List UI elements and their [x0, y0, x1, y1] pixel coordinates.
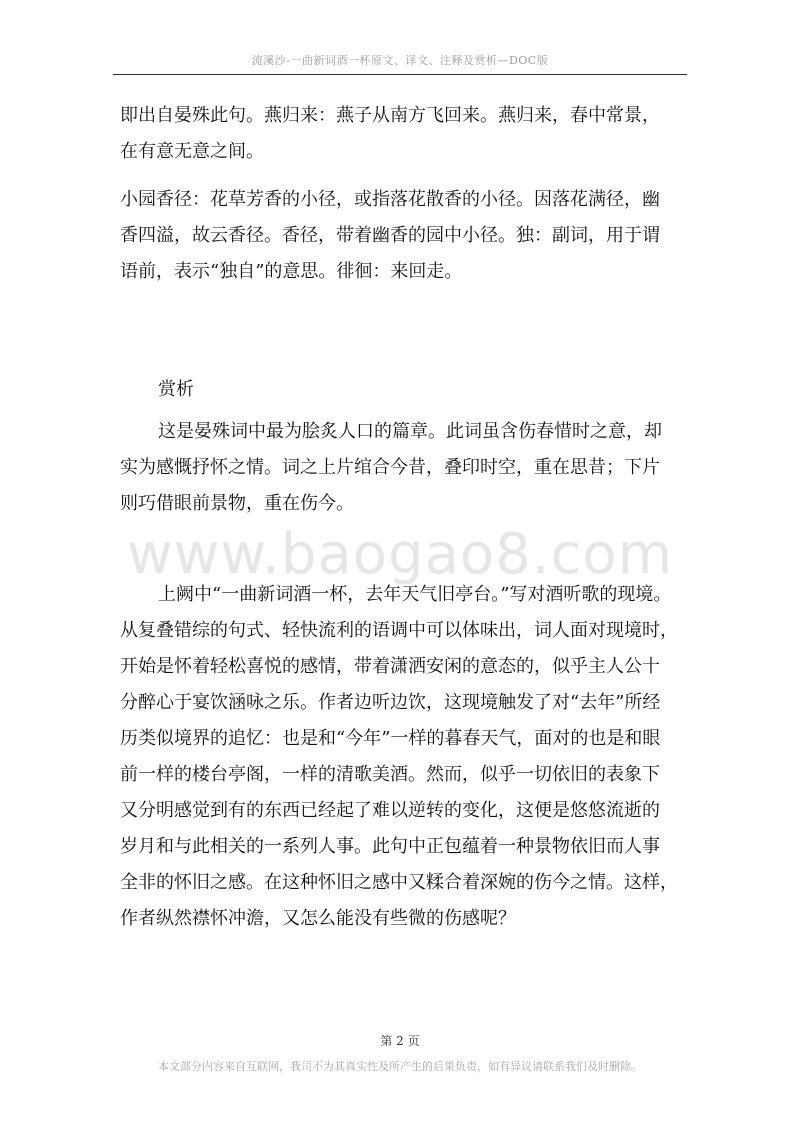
text-line: 作者纵然襟怀冲澹，又怎么能没有些微的伤感呢？ [120, 908, 516, 929]
text-line: 分醉心于宴饮涵咏之乐。作者边听边饮，这现境触发了对“去年”所经 [120, 692, 661, 713]
text-line: 即出自晏殊此句。燕归来：燕子从南方飞回来。燕归来，春中常景， [120, 105, 660, 126]
text-line: 从复叠错综的句式、轻快流利的语调中可以体味出，词人面对现境时， [120, 620, 678, 641]
text-line: 开始是怀着轻松喜悦的感情，带着潇洒安闲的意态的，似乎主人公十 [120, 656, 660, 677]
annotation-block-1 [120, 98, 686, 170]
page-header: 流溪沙-一曲新词酒一杯原文、译文、注释及赏析—DOC版 [251, 54, 549, 67]
text-line: 全非的怀旧之感。在这种怀旧之感中又糅合着深婉的伤今之情。这样， [120, 872, 678, 893]
text-line: 则巧借眼前景物，重在伤今。 [120, 493, 354, 514]
text-line: 这是晏殊词中最为脍炙人口的篇章。此词虽含伤春惜时之意，却 [158, 421, 662, 442]
text-line: 又分明感觉到有的东西已经起了难以逆转的变化，这便是悠悠流逝的 [120, 800, 660, 821]
text-line: 在有意无意之间。 [120, 141, 264, 162]
text-line: 前一样的楼台亭阁，一样的清歌美酒。然而，似乎一切依旧的表象下 [120, 764, 660, 785]
watermark: www.baogao8.com [126, 522, 674, 587]
text-line: 语前，表示“独自”的意思。徘徊：来回走。 [120, 261, 463, 282]
page-number: 第 2 页 [380, 1034, 420, 1048]
appreciation-heading: 赏析 [158, 379, 194, 400]
text-line: 上阙中“一曲新词酒一杯，去年天气旧亭台。”写对酒听歌的现境。 [158, 584, 672, 605]
text-line: 小园香径：花草芳香的小径，或指落花散香的小径。因落花满径，幽 [120, 189, 660, 210]
footer-disclaimer: 本文部分内容来自互联网，我司不为其真实性及所产生的后果负责，如有异议请联系我们及时删除。 [158, 1060, 642, 1073]
header-divider [113, 74, 687, 75]
appreciation-paragraph-2 [120, 577, 686, 937]
appreciation-paragraph-1 [120, 414, 686, 522]
text-line: 岁月和与此相关的一系列人事。此句中正包蕴着一种景物依旧而人事 [120, 836, 660, 857]
annotation-block-2 [120, 182, 686, 290]
section-heading [120, 372, 724, 408]
text-line: 香四溢，故云香径。香径，带着幽香的园中小径。独：副词，用于谓 [120, 225, 660, 246]
text-line: 历类似境界的追忆：也是和“今年”一样的暮春天气，面对的也是和眼 [120, 728, 661, 749]
text-line: 实为感慨抒怀之情。词之上片绾合今昔，叠印时空，重在思昔；下片 [120, 457, 660, 478]
